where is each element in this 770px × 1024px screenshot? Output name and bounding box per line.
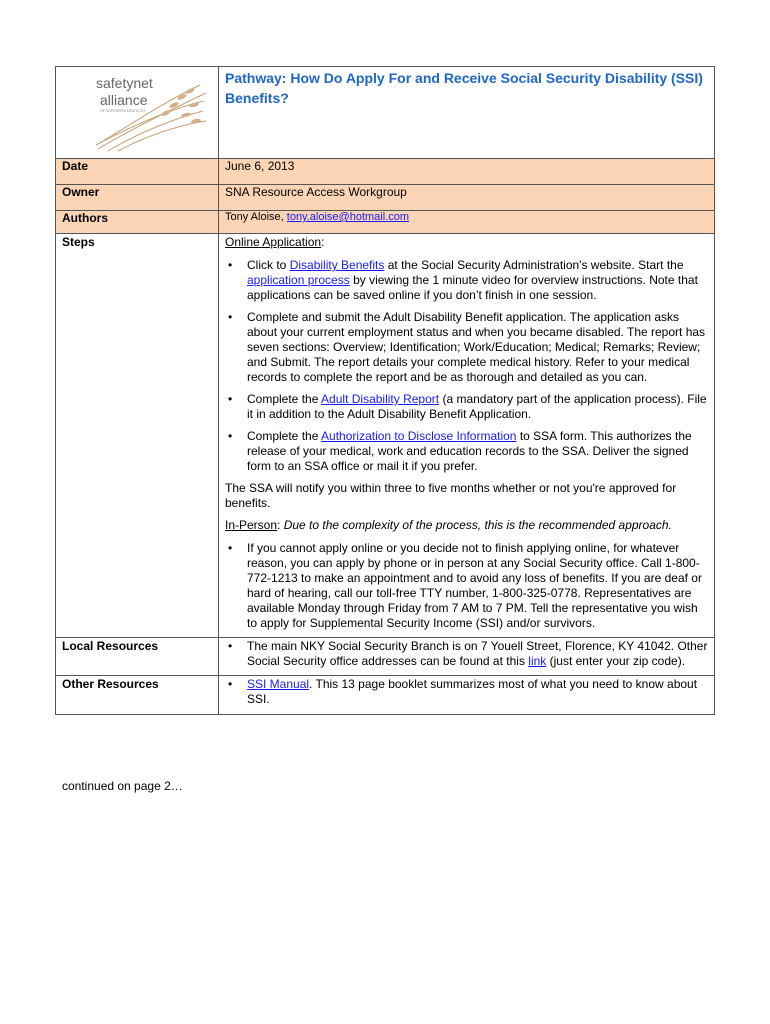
step-4-text-b: to SSA form. This authorizes the release of your medical, work and education records to the SSA. Deliver the signed form to an SSA office or mail it if you prefer.: [247, 429, 692, 473]
step-3-text-b: (a mandatory part of the application process). File it in addition to the Adult Disability Benefit Application.: [247, 392, 707, 421]
authorization-link[interactable]: Authorization to Disclose Information: [321, 429, 517, 443]
list-item: [225, 310, 708, 385]
local-resources-label: Local Resources: [56, 638, 219, 676]
step-1-text-b: at the Social Security Administration's website. Start the: [384, 258, 684, 272]
local-resources-row: [56, 638, 715, 676]
step-3-text-a: Complete the: [247, 392, 322, 406]
in-person-heading: In-Person: [225, 518, 278, 532]
pathway-table: [55, 66, 715, 715]
notify-text: The SSA will notify you within three to five months whether or not you're approved for benefits.: [225, 481, 677, 510]
step-5-text: If you cannot apply online or you decide not to finish applying online, for whatever reason, you can apply by phone or in person at any Social Security office. Call 1-800-772-1213 to make an appointment and to avoid any loss of benefits. If you are deaf or hard of hearing, call our toll-free TTY number, 1-800-325-0778. Representatives are available Monday through Friday from 7 AM to 7 PM. Tell the representative you wish to apply for Supplemental Security Income (SSI) and/or survivors.: [247, 541, 702, 630]
other-resources-row: [56, 676, 715, 715]
online-application-heading: Online Application: [225, 235, 322, 249]
step-4-text-a: Complete the: [247, 429, 322, 443]
safetynet-alliance-logo: [78, 71, 210, 153]
list-item: [225, 392, 708, 422]
authors-value: [219, 211, 715, 234]
page-title: Pathway: How Do Apply For and Receive Social Security Disability (SSI) Benefits?: [225, 70, 703, 106]
in-person-list: [225, 541, 708, 631]
author-email-link[interactable]: tony.aloise@hotmail.com: [286, 211, 410, 223]
date-value: June 6, 2013: [219, 159, 715, 185]
office-locator-link[interactable]: link: [528, 654, 547, 668]
local-resources-content: [219, 638, 715, 676]
online-colon: :: [321, 235, 325, 249]
date-row: [56, 159, 715, 185]
logo-cell: [56, 67, 219, 159]
other-resources-label: Other Resources: [56, 676, 219, 715]
logo-text-region: OF NORTHERN KENTUCKY: [100, 109, 146, 113]
local-resources-list: [225, 639, 708, 669]
disability-benefits-link[interactable]: Disability Benefits: [289, 258, 385, 272]
title-cell: [219, 67, 715, 159]
local-text-b: (just enter your zip code).: [546, 654, 686, 668]
in-person-colon: :: [277, 518, 284, 532]
other-resources-list: [225, 677, 708, 707]
in-person-note: Due to the complexity of the process, this is the recommended approach.: [283, 518, 672, 532]
header-row: [56, 67, 715, 159]
authors-label: Authors: [56, 211, 219, 234]
step-1-text-a: Click to: [247, 258, 290, 272]
owner-value: SNA Resource Access Workgroup: [219, 185, 715, 211]
logo-text-alliance: alliance: [100, 92, 148, 108]
continued-note: continued on page 2…: [62, 779, 183, 793]
steps-row: [56, 234, 715, 638]
application-process-link[interactable]: application process: [247, 273, 350, 287]
other-text: . This 13 page booklet summarizes most of what you need to know about SSI.: [247, 677, 698, 706]
list-item: [225, 429, 708, 474]
owner-label: Owner: [56, 185, 219, 211]
logo-text-safetynet: safetynet: [96, 75, 153, 91]
owner-row: [56, 185, 715, 211]
steps-label: Steps: [56, 234, 219, 638]
steps-content: [219, 234, 715, 638]
local-text-a: The main NKY Social Security Branch is on 7 Youell Street, Florence, KY 41042. Other Social Security office addresses can be found at this: [247, 639, 708, 668]
list-item: [225, 258, 708, 303]
date-label: Date: [56, 159, 219, 185]
list-item: [225, 639, 708, 669]
list-item: [225, 541, 708, 631]
adult-disability-report-link[interactable]: Adult Disability Report: [321, 392, 440, 406]
online-steps-list: [225, 258, 708, 474]
ssi-manual-link[interactable]: SSI Manual: [247, 677, 310, 691]
step-2-text: Complete and submit the Adult Disability Benefit application. The application asks about your current employment status and when you became disabled. The report has seven sections: Overview; Identification; Work/Education; Medical; Remarks; Review; and Submit. The report details your complete medical history. Refer to your medical records to complete the report and be as thorough and detailed as you can.: [247, 310, 706, 384]
author-name: Tony Aloise,: [225, 211, 287, 223]
step-1-text-c: by viewing the 1 minute video for overview instructions. Note that applications can be saved online if you don’t finish in one session.: [247, 273, 698, 302]
other-resources-content: [219, 676, 715, 715]
authors-row: [56, 211, 715, 234]
list-item: [225, 677, 708, 707]
